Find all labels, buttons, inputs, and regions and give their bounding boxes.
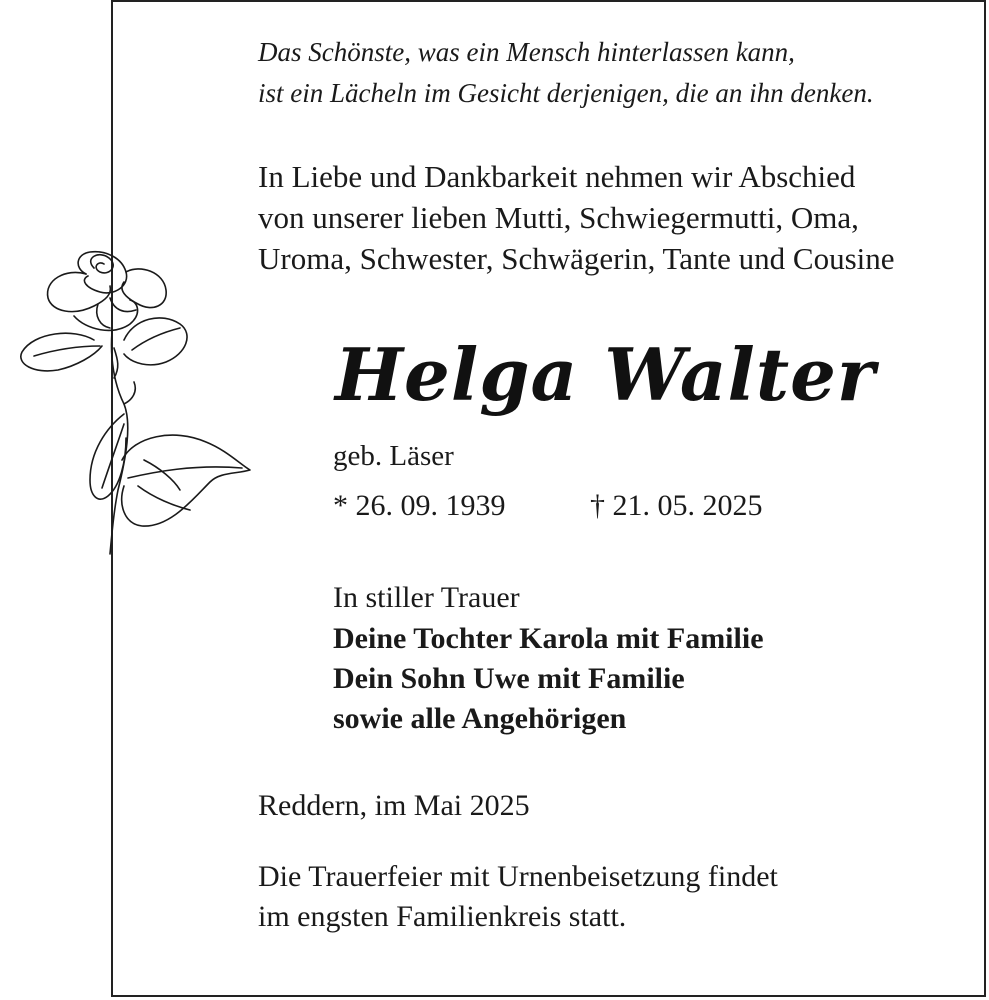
service-line: im engsten Familienkreis statt.	[258, 900, 627, 933]
deceased-name: Helga Walter	[335, 332, 876, 417]
birth-date: * 26. 09. 1939	[333, 489, 506, 522]
intro-line: In Liebe und Dankbarkeit nehmen wir Abschied	[258, 159, 856, 194]
mourning-heading: In stiller Trauer	[333, 581, 520, 614]
farewell-intro	[258, 156, 895, 279]
maiden-name: geb. Läser	[333, 440, 454, 472]
intro-line: Uroma, Schwester, Schwägerin, Tante und Cousine	[258, 241, 895, 276]
rose-line-drawing-icon	[14, 228, 254, 558]
mourner-line: sowie alle Angehörigen	[333, 702, 627, 735]
mourner-line: Dein Sohn Uwe mit Familie	[333, 662, 685, 695]
quote-line: Das Schönste, was ein Mensch hinterlassen kann,	[258, 37, 795, 67]
intro-line: von unserer lieben Mutti, Schwiegermutti, Oma,	[258, 200, 859, 235]
memorial-quote	[258, 32, 874, 114]
service-line: Die Trauerfeier mit Urnenbeisetzung findet	[258, 860, 778, 893]
quote-line: ist ein Lächeln im Gesicht derjenigen, die an ihn denken.	[258, 78, 874, 108]
death-date: † 21. 05. 2025	[590, 489, 763, 522]
mourners-list	[333, 619, 764, 739]
funeral-service-note	[258, 857, 778, 937]
place-and-date: Reddern, im Mai 2025	[258, 789, 530, 822]
mourner-line: Deine Tochter Karola mit Familie	[333, 622, 764, 655]
